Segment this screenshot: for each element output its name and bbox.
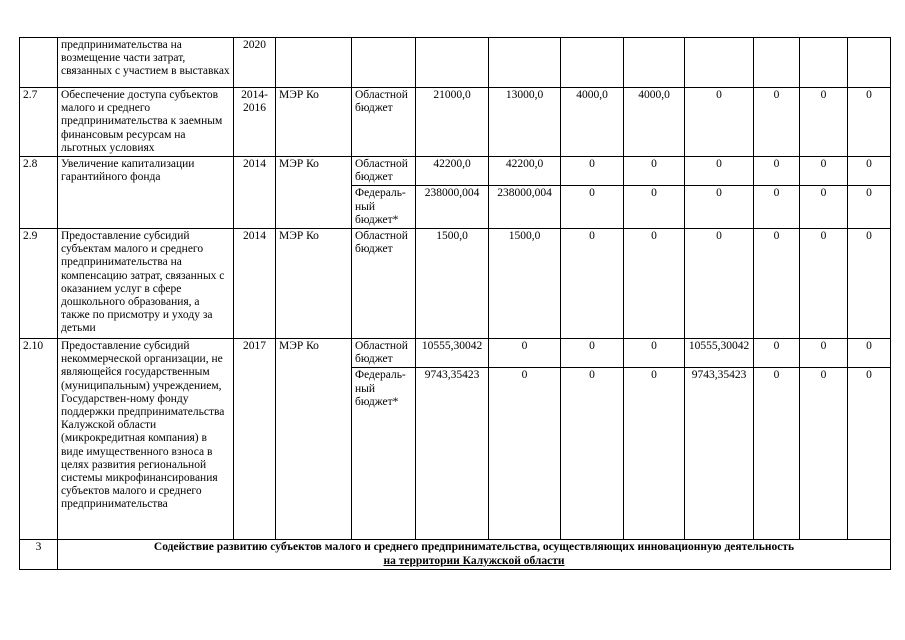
amount-cell: 42200,0 — [416, 157, 489, 186]
amount-cell: 0 — [848, 339, 891, 368]
amount-cell — [489, 38, 561, 88]
amount-cell: 0 — [561, 339, 624, 368]
executor — [276, 38, 352, 88]
amount-cell: 0 — [800, 339, 848, 368]
amount-cell: 0 — [754, 186, 800, 229]
amount-cell: 0 — [561, 368, 624, 540]
table-row — [20, 88, 891, 157]
amount-cell: 10555,30042 — [416, 339, 489, 368]
table-body — [20, 38, 891, 570]
amount-cell: 10555,30042 — [685, 339, 754, 368]
amount-cell — [848, 38, 891, 88]
row-number: 2.10 — [20, 339, 58, 540]
amount-cell: 0 — [754, 88, 800, 157]
row-number — [20, 38, 58, 88]
amount-cell: 42200,0 — [489, 157, 561, 186]
amount-cell: 0 — [489, 368, 561, 540]
measure-name: предпринимательства на возмещение части затрат, связанных с участием в выставках — [58, 38, 234, 88]
section-title — [58, 540, 891, 569]
amount-cell: 238000,004 — [416, 186, 489, 229]
amount-cell: 0 — [848, 229, 891, 339]
amount-cell: 0 — [561, 186, 624, 229]
funding-source: Областной бюджет — [352, 157, 416, 186]
amount-cell: 0 — [848, 88, 891, 157]
budget-table — [19, 37, 891, 570]
row-number: 2.7 — [20, 88, 58, 157]
amount-cell: 0 — [685, 157, 754, 186]
amount-cell: 0 — [800, 157, 848, 186]
table-row — [20, 229, 891, 339]
amount-cell: 0 — [800, 186, 848, 229]
amount-cell: 0 — [685, 229, 754, 339]
amount-cell: 0 — [754, 339, 800, 368]
row-number: 2.8 — [20, 157, 58, 229]
funding-source — [352, 38, 416, 88]
amount-cell — [754, 38, 800, 88]
amount-cell: 9743,35423 — [685, 368, 754, 540]
amount-cell — [561, 38, 624, 88]
amount-cell: 238000,004 — [489, 186, 561, 229]
amount-cell: 13000,0 — [489, 88, 561, 157]
executor: МЭР Ко — [276, 339, 352, 540]
amount-cell: 0 — [685, 88, 754, 157]
section-number: 3 — [20, 540, 58, 569]
section-row — [20, 540, 891, 569]
table-row — [20, 339, 891, 368]
amount-cell: 0 — [624, 229, 685, 339]
amount-cell: 0 — [489, 339, 561, 368]
amount-cell: 0 — [624, 368, 685, 540]
amount-cell: 0 — [754, 157, 800, 186]
amount-cell: 0 — [848, 368, 891, 540]
measure-name: Увеличение капитализации гарантийного фонда — [58, 157, 234, 229]
amount-cell: 0 — [800, 229, 848, 339]
executor: МЭР Ко — [276, 157, 352, 229]
measure-name: Предоставление субсидий некоммерческой организации, не являющейся государственным (муниципальным) учреждением, Государствен-ному фонду поддержки предпринимательства Калужской области (микрокредитная компания) в виде имущественного взноса в целях развития региональной системы микрофинансирования субъектов малого и среднего предпринимательства — [58, 339, 234, 540]
implementation-years: 2014-2016 — [234, 88, 276, 157]
amount-cell: 0 — [685, 186, 754, 229]
amount-cell: 1500,0 — [416, 229, 489, 339]
amount-cell — [685, 38, 754, 88]
amount-cell: 0 — [754, 368, 800, 540]
amount-cell: 4000,0 — [624, 88, 685, 157]
measure-name: Предоставление субсидий субъектам малого и среднего предпринимательства на компенсацию затрат, связанных с оказанием услуг в сфере дошкольного образования, а также по присмотру и уходу за детьми — [58, 229, 234, 339]
section-title-line1: Содействие развитию субъектов малого и среднего предпринимательства, осуществляющих инновационную деятельность — [153, 541, 795, 554]
funding-source: Областной бюджет — [352, 229, 416, 339]
amount-cell: 0 — [848, 186, 891, 229]
funding-source: Федераль-ный бюджет* — [352, 186, 416, 229]
executor: МЭР Ко — [276, 229, 352, 339]
amount-cell: 0 — [624, 186, 685, 229]
funding-source: Федераль-ный бюджет* — [352, 368, 416, 540]
table-row — [20, 157, 891, 186]
table-row — [20, 38, 891, 88]
funding-source: Областной бюджет — [352, 88, 416, 157]
funding-source: Областной бюджет — [352, 339, 416, 368]
amount-cell: 0 — [754, 229, 800, 339]
implementation-years: 2020 — [234, 38, 276, 88]
amount-cell — [624, 38, 685, 88]
amount-cell: 0 — [800, 88, 848, 157]
measure-name: Обеспечение доступа субъектов малого и среднего предпринимательства к заемным финансовым ресурсам на льготных условиях — [58, 88, 234, 157]
amount-cell: 21000,0 — [416, 88, 489, 157]
implementation-years: 2014 — [234, 157, 276, 229]
amount-cell: 0 — [624, 157, 685, 186]
amount-cell: 9743,35423 — [416, 368, 489, 540]
amount-cell: 4000,0 — [561, 88, 624, 157]
amount-cell: 0 — [624, 339, 685, 368]
row-number: 2.9 — [20, 229, 58, 339]
amount-cell: 0 — [800, 368, 848, 540]
amount-cell: 1500,0 — [489, 229, 561, 339]
implementation-years: 2014 — [234, 229, 276, 339]
implementation-years: 2017 — [234, 339, 276, 540]
executor: МЭР Ко — [276, 88, 352, 157]
section-title-line2: на территории Калужской области — [383, 554, 565, 567]
amount-cell — [800, 38, 848, 88]
amount-cell: 0 — [848, 157, 891, 186]
amount-cell — [416, 38, 489, 88]
amount-cell: 0 — [561, 157, 624, 186]
amount-cell: 0 — [561, 229, 624, 339]
